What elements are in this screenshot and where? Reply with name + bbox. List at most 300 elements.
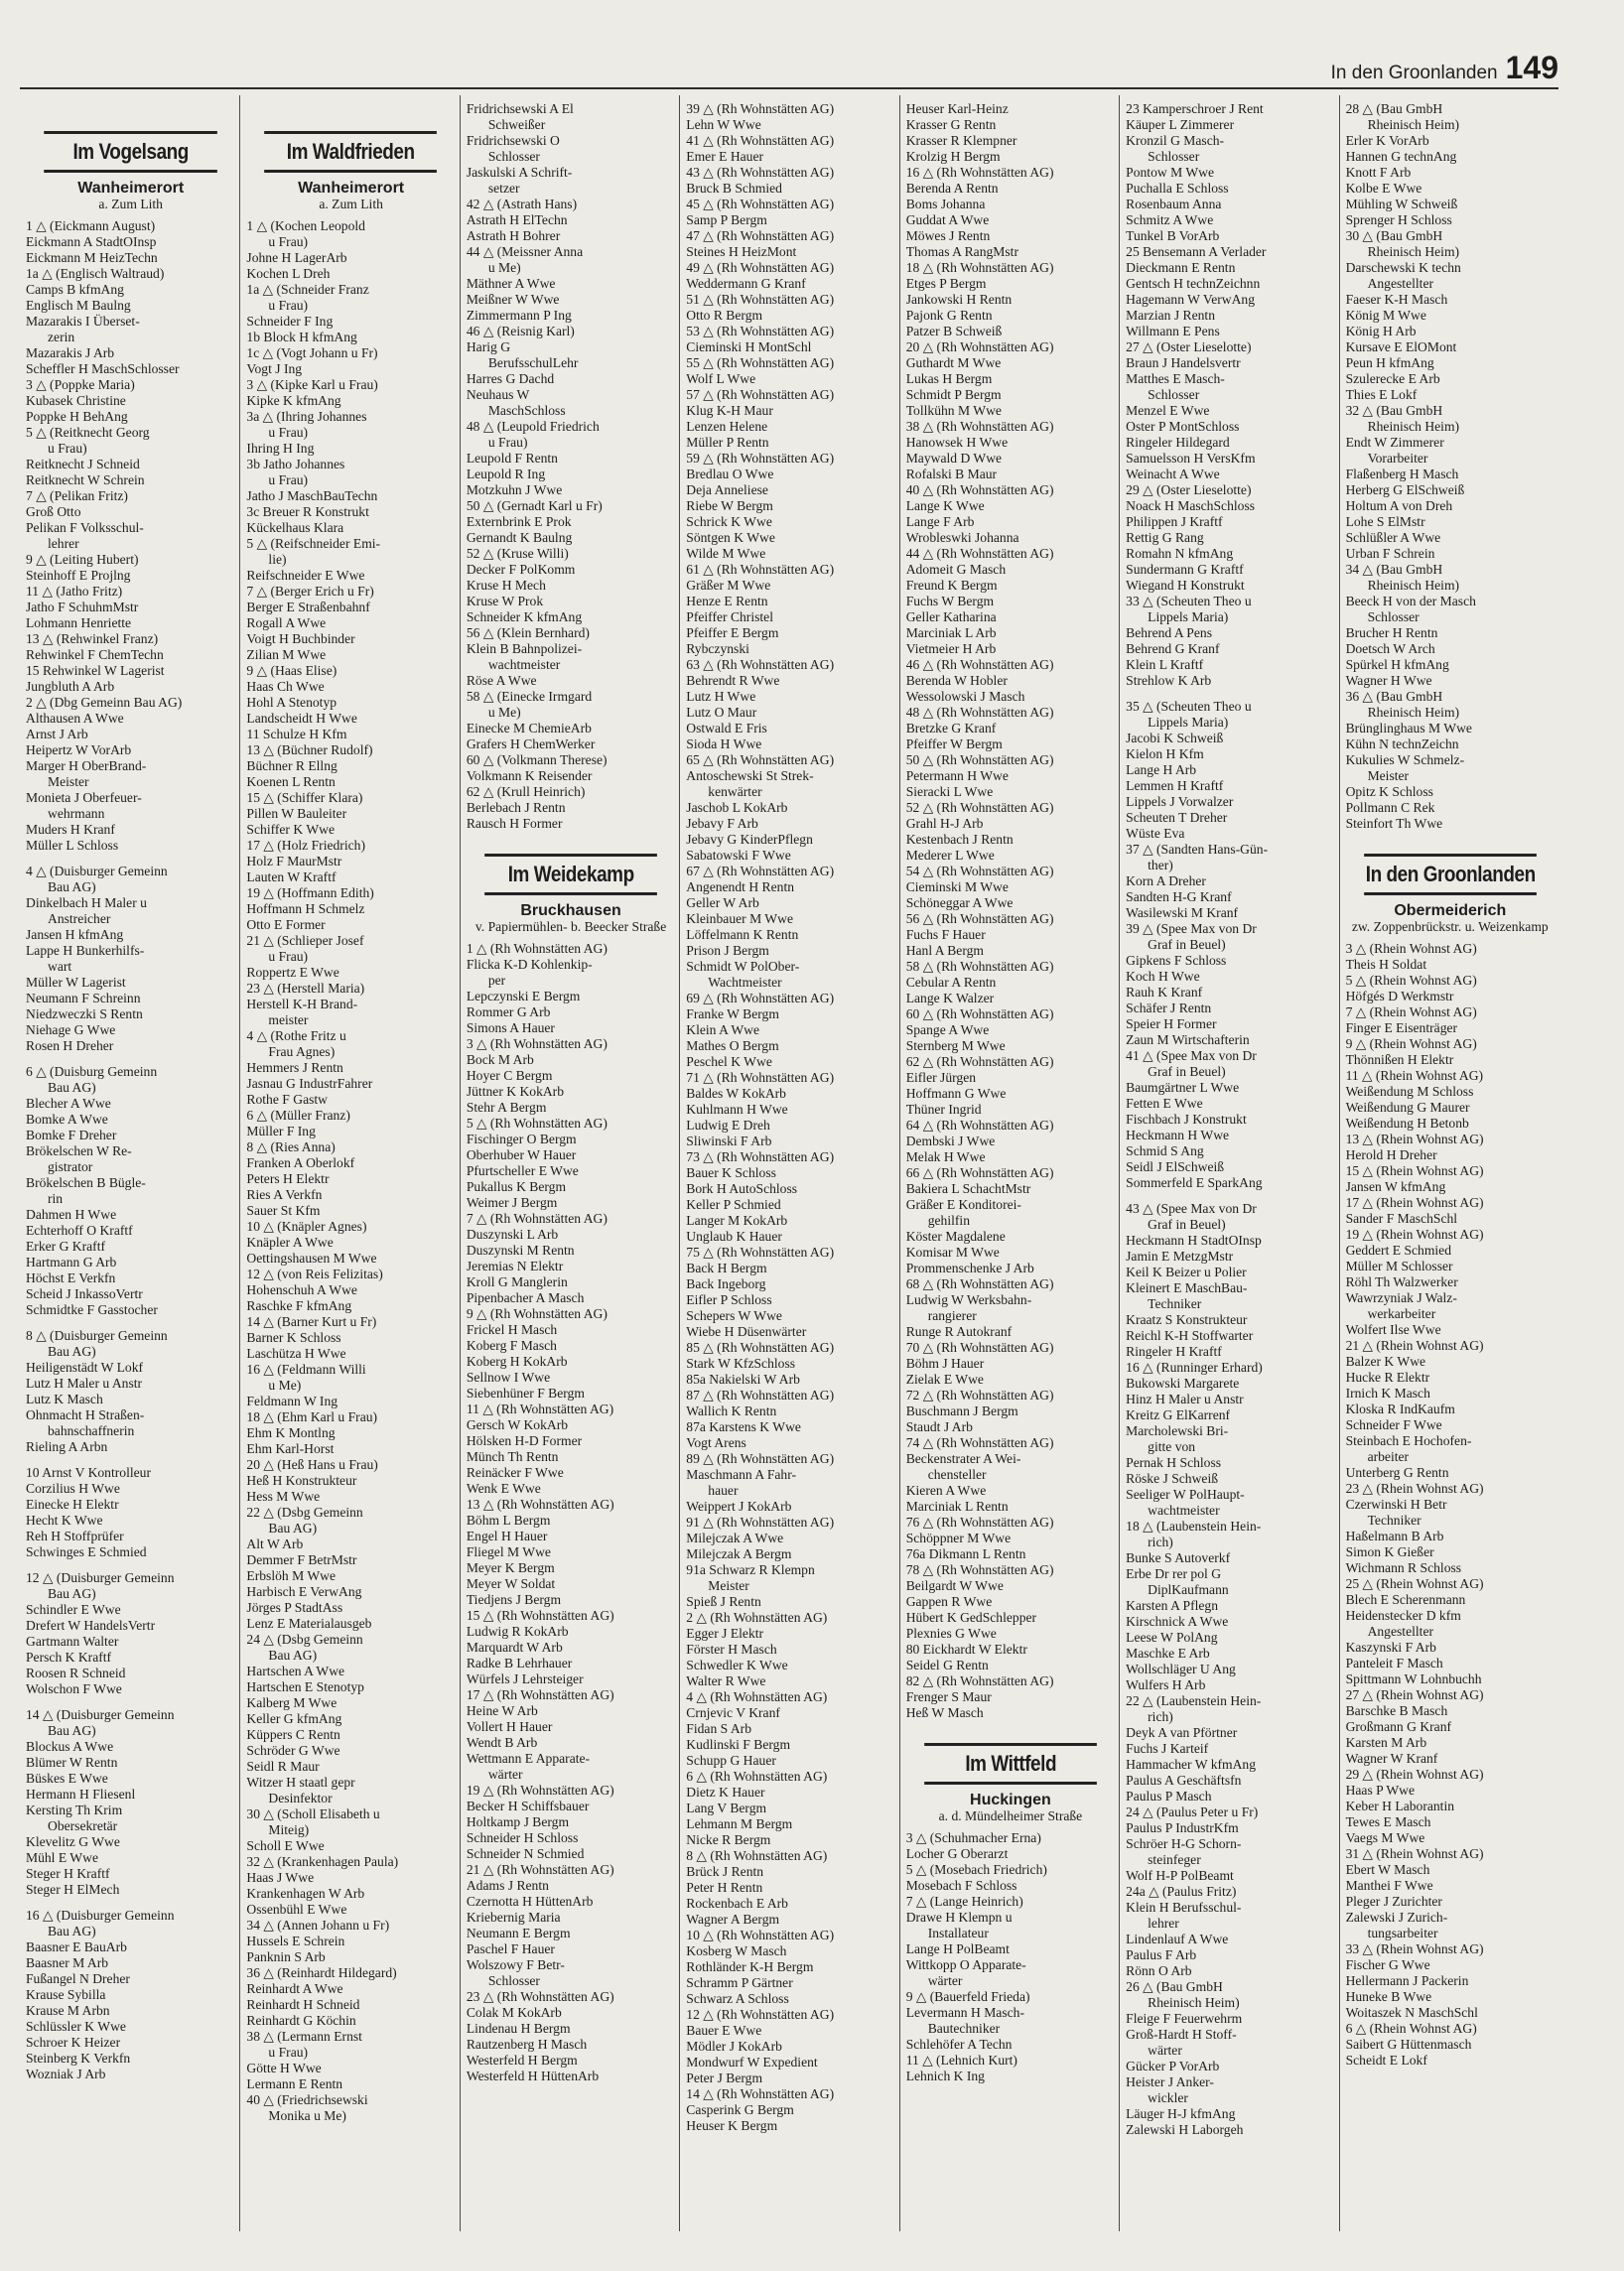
directory-entry: Götte H Wwe	[246, 2061, 322, 2075]
directory-entry: Söntgen K Wwe	[686, 530, 775, 545]
directory-entry: Engel H Hauer	[466, 1529, 548, 1543]
directory-entry: Ringeler Hildegard	[1126, 435, 1230, 450]
directory-entry: Fidan S Arb	[686, 1721, 751, 1736]
running-head	[1331, 50, 1558, 86]
directory-entry: Meyer W Soldat	[466, 1576, 556, 1591]
directory-entry: Pontow M Wwe	[1126, 165, 1215, 180]
directory-entry: Scheid J InkassoVertr	[26, 1286, 143, 1301]
directory-entry: Kestenbach J Rentn	[905, 832, 1014, 847]
directory-entry: Jörges P StadtAss	[246, 1600, 343, 1615]
directory-entry: 52 △ (Kruse Willi)	[466, 546, 569, 561]
directory-entry: Wallich K Rentn	[686, 1403, 777, 1418]
directory-entry: Leupold R Ing	[466, 467, 546, 481]
directory-entry: 4 △ (Rh Wohnstätten AG)	[686, 1689, 828, 1704]
directory-entry: Lippels Maria)	[1148, 715, 1229, 730]
directory-entry: Theis H Soldat	[1345, 957, 1427, 972]
directory-entry: 61 △ (Rh Wohnstätten AG)	[686, 562, 835, 577]
directory-entry: Rönn O Arb	[1126, 1963, 1192, 1978]
directory-entry: Jasnau G IndustrFahrer	[246, 1076, 373, 1091]
directory-entry: Feldmann W Ing	[246, 1394, 338, 1408]
directory-entry: Lukas H Bergm	[905, 371, 993, 386]
directory-entry: Dinkelbach H Maler u	[26, 895, 147, 910]
directory-entry: 58 △ (Rh Wohnstätten AG)	[905, 959, 1054, 974]
directory-entry: 55 △ (Rh Wohnstätten AG)	[686, 355, 835, 370]
directory-entry: Muders H Kranf	[26, 822, 115, 837]
directory-entry: Mühling W Schweiß	[1345, 197, 1458, 211]
directory-entry: 12 △ (Duisburger Gemeinn	[26, 1570, 175, 1585]
directory-entry: Erler K VorArb	[1345, 133, 1429, 148]
directory-entry: Schwarz A Schloss	[686, 1991, 789, 2006]
directory-entry: 76 △ (Rh Wohnstätten AG)	[905, 1515, 1054, 1530]
directory-entry: 10 △ (Rh Wohnstätten AG)	[686, 1928, 835, 1942]
directory-entry: Sauer St Kfm	[246, 1203, 321, 1218]
directory-entry: 35 △ (Scheuten Theo u	[1126, 699, 1252, 714]
directory-entry: Heß W Masch	[905, 1705, 984, 1720]
directory-entry: Rheinisch Heim)	[1367, 117, 1460, 132]
directory-entry: Pleger J Zurichter	[1345, 1894, 1442, 1909]
directory-entry: Balzer K Wwe	[1345, 1354, 1426, 1369]
directory-entry: Lindenlauf A Wwe	[1126, 1932, 1229, 1946]
directory-entry: wärter	[1148, 2043, 1182, 2058]
directory-entry: Steinhoff E Projlng	[26, 568, 131, 583]
directory-entry: 49 △ (Rh Wohnstätten AG)	[686, 260, 835, 275]
directory-entry: Panknin S Arb	[246, 1949, 326, 1964]
directory-entry: Korn A Dreher	[1126, 873, 1206, 888]
directory-entry: Emer E Hauer	[686, 149, 764, 164]
directory-entry: Thönnißen H Elektr	[1345, 1052, 1454, 1067]
directory-entry: Englisch M Baulng	[26, 298, 131, 313]
directory-entry: Strehlow K Arb	[1126, 673, 1212, 688]
directory-entry: Jacobi K Schweiß	[1126, 731, 1224, 745]
directory-entry: chensteller	[927, 1467, 987, 1482]
directory-entry: Paulus A Geschäftsfn	[1126, 1773, 1242, 1788]
directory-entry: zerin	[48, 330, 75, 344]
directory-entry: Pillen W Bauleiter	[246, 806, 347, 821]
directory-entry: Noack H MaschSchloss	[1126, 498, 1256, 513]
directory-entry: Volkmann K Reisender	[466, 768, 593, 783]
directory-entry: Finger E Eisenträger	[1345, 1020, 1458, 1035]
directory-entry: 3 △ (Rhein Wohnst AG)	[1345, 941, 1477, 956]
directory-entry: Etges P Bergm	[905, 276, 987, 291]
directory-entry: 50 △ (Rh Wohnstätten AG)	[905, 752, 1054, 767]
street-heading: Im Wittfeld	[924, 1743, 1097, 1785]
directory-entry: DiplKaufmann	[1148, 1582, 1229, 1597]
directory-entry: Henze E Rentn	[686, 594, 768, 608]
directory-entry: Spieß J Rentn	[686, 1594, 761, 1609]
directory-entry: Schweißer	[487, 117, 546, 132]
directory-entry: 46 △ (Reisnig Karl)	[466, 324, 575, 338]
directory-entry: 15 △ (Rhein Wohnst AG)	[1345, 1163, 1484, 1178]
directory-entry: Hermann H Fliesenl	[26, 1787, 136, 1802]
directory-entry: Arnst J Arb	[26, 727, 88, 741]
directory-entry: Komisar M Wwe	[905, 1245, 1000, 1260]
directory-entry: Patzer B Schweiß	[905, 324, 1003, 338]
directory-entry: Holtum A von Dreh	[1345, 498, 1453, 513]
directory-entry: 43 △ (Spee Max von Dr	[1126, 1201, 1257, 1216]
directory-entry: Scheffler H MaschSchlosser	[26, 361, 180, 376]
directory-entry: Schneider F Ing	[246, 314, 334, 329]
directory-entry: Krolzig H Bergm	[905, 149, 1001, 164]
directory-entry: Jungbluth A Arb	[26, 679, 115, 694]
directory-entry: 4 △ (Duisburger Gemeinn	[26, 864, 168, 878]
directory-entry: wärter	[487, 1767, 523, 1782]
directory-entry: Klein A Wwe	[686, 1022, 760, 1037]
directory-entry: Behrend A Pens	[1126, 625, 1212, 640]
directory-entry: 85 △ (Rh Wohnstätten AG)	[686, 1340, 835, 1355]
directory-entry: Barschke B Masch	[1345, 1703, 1448, 1718]
directory-entry: Gersch W KokArb	[466, 1417, 569, 1432]
directory-entry: 6 △ (Müller Franz)	[246, 1108, 350, 1123]
directory-entry: Behrendt R Wwe	[686, 673, 780, 688]
directory-entry: Melak H Wwe	[905, 1149, 986, 1164]
directory-entry: Ringeler H Kraftf	[1126, 1344, 1222, 1359]
directory-entry: Corzilius H Wwe	[26, 1481, 120, 1496]
directory-entry: Stark W KfzSchloss	[686, 1356, 796, 1371]
directory-entry: 44 △ (Meissner Anna	[466, 244, 584, 259]
directory-columns	[20, 95, 1558, 2231]
directory-entry: Wollschläger U Ang	[1126, 1662, 1236, 1676]
directory-entry: Roosen R Schneid	[26, 1666, 126, 1680]
directory-entry: Scholl E Wwe	[246, 1838, 325, 1853]
directory-entry: Laschütza H Wwe	[246, 1346, 346, 1361]
directory-entry: 48 △ (Leupold Friedrich	[466, 419, 600, 434]
directory-entry: 70 △ (Rh Wohnstätten AG)	[905, 1340, 1054, 1355]
directory-entry: Petermann H Wwe	[905, 768, 1009, 783]
directory-entry: 58 △ (Einecke Irmgard	[466, 689, 593, 704]
directory-entry: Sundermann G Kraftf	[1126, 562, 1244, 577]
directory-entry: 5 △ (Reifschneider Emi-	[246, 536, 381, 551]
directory-entry: Lippels J Vorwalzer	[1126, 794, 1234, 809]
directory-entry: Flicka K-D Kohlenkip-	[466, 957, 593, 972]
directory-entry: Heipertz W VorArb	[26, 742, 132, 757]
directory-entry: Saibert G Hüttenmasch	[1345, 2037, 1472, 2052]
directory-entry: Ludwig W Werksbahn-	[905, 1292, 1032, 1307]
directory-entry: Fridrichsewski A El	[466, 101, 574, 116]
street-heading: Im Vogelsang	[44, 131, 217, 173]
directory-entry: 10 Arnst V Kontrolleur	[26, 1465, 151, 1480]
directory-entry: Reitknecht J Schneid	[26, 457, 140, 471]
directory-entry: 13 △ (Rhein Wohnst AG)	[1345, 1132, 1484, 1146]
directory-entry: Drefert W HandelsVertr	[26, 1618, 156, 1633]
directory-entry: Kückelhaus Klara	[246, 520, 344, 535]
directory-entry: Flaßenberg H Masch	[1345, 467, 1459, 481]
directory-entry: setzer	[487, 181, 520, 196]
directory-entry: u Frau)	[487, 435, 528, 450]
directory-entry: 11 △ (Rh Wohnstätten AG)	[466, 1402, 614, 1416]
directory-entry: 2 △ (Dbg Gemeinn Bau AG)	[26, 695, 183, 710]
directory-entry: Fetten E Wwe	[1126, 1096, 1203, 1111]
directory-entry: Brucher H Rentn	[1345, 625, 1438, 640]
directory-entry: 12 △ (Rh Wohnstätten AG)	[686, 2007, 835, 2022]
directory-entry: Landscheidt H Wwe	[246, 711, 357, 726]
directory-entry: Oberhuber W Hauer	[466, 1147, 577, 1162]
directory-entry: Zimmermann P Ing	[466, 308, 572, 323]
directory-entry: Fuchs W Bergm	[905, 594, 995, 608]
directory-entry: Hanl A Bergm	[905, 943, 984, 958]
directory-entry: Schlosser	[1148, 149, 1200, 164]
directory-entry: Ebert W Masch	[1345, 1862, 1430, 1877]
directory-entry: Witzer H staatl gepr	[246, 1775, 355, 1790]
directory-entry: Rausch H Former	[466, 816, 563, 831]
directory-entry: Dembski J Wwe	[905, 1134, 996, 1148]
directory-entry: Pernak H Schloss	[1126, 1455, 1222, 1470]
directory-entry: Wolf L Wwe	[686, 371, 756, 386]
directory-entry: Crnjevic V Kranf	[686, 1705, 780, 1720]
directory-entry: 68 △ (Rh Wohnstätten AG)	[905, 1276, 1054, 1291]
directory-entry: 3b Jatho Johannes	[246, 457, 345, 471]
directory-entry: Buschmann J Bergm	[905, 1403, 1018, 1418]
directory-entry: Milejczak A Bergm	[686, 1546, 792, 1561]
directory-entry: 48 △ (Rh Wohnstätten AG)	[905, 705, 1054, 720]
directory-entry: Hannen G technAng	[1345, 149, 1457, 164]
district-name: Huckingen	[970, 1792, 1051, 1808]
directory-entry: Mazarakis I Überset-	[26, 314, 140, 329]
directory-entry: Höchst E Verkfn	[26, 1270, 116, 1285]
directory-entry: u Frau)	[268, 472, 309, 487]
directory-entry: Peun H kfmAng	[1345, 355, 1434, 370]
directory-entry: Böhm L Bergm	[466, 1513, 551, 1528]
directory-entry: Jatho J MaschBauTechn	[246, 488, 378, 503]
directory-entry: 37 △ (Sandten Hans-Gün-	[1126, 842, 1269, 857]
directory-entry: u Frau)	[268, 949, 309, 964]
directory-entry: Willmann E Pens	[1126, 324, 1220, 338]
directory-entry: Klevelitz G Wwe	[26, 1834, 120, 1849]
directory-entry: Lippels Maria)	[1148, 609, 1229, 624]
directory-entry: Kraatz S Konstrukteur	[1126, 1312, 1248, 1327]
directory-entry: 33 △ (Scheuten Theo u	[1126, 594, 1252, 608]
directory-entry: Colak M KokArb	[466, 2005, 562, 2020]
directory-entry: Karsten M Arb	[1345, 1735, 1427, 1750]
directory-entry: Krasser R Klempner	[905, 133, 1017, 148]
directory-entry: Heiligenstädt W Lokf	[26, 1360, 144, 1375]
directory-entry: 25 Bensemann A Verlader	[1126, 244, 1267, 259]
directory-entry: Hoyer C Bergm	[466, 1068, 553, 1083]
directory-entry: wehrmann	[48, 806, 105, 821]
directory-entry: Schmidtke F Gasstocher	[26, 1302, 158, 1317]
directory-entry: 11 △ (Rhein Wohnst AG)	[1345, 1068, 1484, 1083]
directory-entry: Hoffmann H Schmelz	[246, 901, 365, 916]
directory-entry: Sieracki L Wwe	[905, 784, 994, 799]
directory-entry: 14 △ (Barner Kurt u Fr)	[246, 1314, 377, 1329]
directory-entry: Vietmeier H Arb	[905, 641, 997, 656]
directory-entry: Schneider N Schmied	[466, 1846, 585, 1861]
directory-entry: Techniker	[1148, 1296, 1202, 1311]
column-3	[460, 95, 679, 2231]
directory-entry: Pfeiffer Christel	[686, 609, 773, 624]
directory-entry: Hanowsek H Wwe	[905, 435, 1009, 450]
directory-entry: Thüner Ingrid	[905, 1102, 982, 1117]
directory-entry: Oster P MontSchloss	[1126, 419, 1240, 434]
directory-entry: Brünglinghaus M Wwe	[1345, 721, 1472, 735]
directory-entry: Gappen R Wwe	[905, 1594, 993, 1609]
directory-entry: Seeliger W PolHaupt-	[1126, 1487, 1245, 1502]
directory-entry: 23 △ (Rhein Wohnst AG)	[1345, 1481, 1484, 1496]
directory-entry: 43 △ (Rh Wohnstätten AG)	[686, 165, 835, 180]
directory-entry: Schlosser	[1367, 609, 1420, 624]
directory-entry: Knäpler A Wwe	[246, 1235, 334, 1250]
directory-entry: 7 △ (Lange Heinrich)	[905, 1894, 1023, 1909]
directory-entry: 7 △ (Rh Wohnstätten AG)	[466, 1211, 608, 1226]
directory-entry: Schramm P Gärtner	[686, 1975, 793, 1990]
directory-entry: Koberg H KokArb	[466, 1354, 568, 1369]
directory-entry: Tunkel B VorArb	[1126, 228, 1220, 243]
directory-entry: Hussels E Schrein	[246, 1934, 345, 1948]
directory-entry: Lutz H Maler u Anstr	[26, 1376, 143, 1391]
directory-entry: 6 △ (Rh Wohnstätten AG)	[686, 1769, 828, 1784]
directory-entry: Läuger H-J kfmAng	[1126, 2106, 1236, 2121]
street-location: a. Zum Lith	[98, 197, 163, 211]
directory-entry: 3 △ (Schuhmacher Erna)	[905, 1830, 1041, 1845]
directory-entry: Fischer G Wwe	[1345, 1957, 1430, 1972]
directory-entry: Hübert K GedSchlepper	[905, 1610, 1037, 1625]
directory-entry: Plexnies G Wwe	[905, 1626, 997, 1641]
directory-entry: Bau AG)	[268, 1648, 318, 1663]
directory-entry: u Frau)	[48, 441, 87, 456]
directory-entry: 1 △ (Kochen Leopold	[246, 218, 365, 233]
directory-entry: Heckmann H StadtOInsp	[1126, 1233, 1262, 1248]
directory-entry: Raschke F kfmAng	[246, 1298, 352, 1313]
directory-entry: Gräßer M Wwe	[686, 578, 771, 593]
directory-entry: 13 △ (Rehwinkel Franz)	[26, 631, 159, 646]
directory-entry: Blümer W Rentn	[26, 1755, 118, 1770]
directory-entry: Brück J Rentn	[686, 1864, 764, 1879]
directory-entry: Brökelschen B Bügle-	[26, 1175, 146, 1190]
directory-entry: Schmitz A Wwe	[1126, 212, 1214, 227]
directory-entry: 60 △ (Rh Wohnstätten AG)	[905, 1006, 1054, 1021]
district-name: Obermeiderich	[1394, 902, 1507, 919]
directory-entry: Oettingshausen M Wwe	[246, 1251, 377, 1266]
directory-entry: Bauer K Schloss	[686, 1165, 776, 1180]
directory-entry: Herstell K-H Brand-	[246, 997, 358, 1011]
directory-entry: Erker G Kraftf	[26, 1239, 106, 1254]
directory-entry: 87 △ (Rh Wohnstätten AG)	[686, 1388, 835, 1403]
directory-entry: Marzian J Rentn	[1126, 308, 1215, 323]
directory-entry: Externbrink E Prok	[466, 514, 572, 529]
directory-entry: 51 △ (Rh Wohnstätten AG)	[686, 292, 835, 307]
directory-entry: 17 △ (Rh Wohnstätten AG)	[466, 1687, 614, 1702]
directory-entry: u Me)	[268, 1378, 302, 1393]
directory-entry: Baldes W KokArb	[686, 1086, 786, 1101]
directory-entry: Cieminski M Wwe	[905, 879, 1009, 894]
directory-entry: Küppers C Rentn	[246, 1727, 340, 1742]
directory-entry: 9 △ (Bauerfeld Frieda)	[905, 1989, 1030, 2004]
directory-entry: Heuser K Bergm	[686, 2118, 778, 2133]
directory-entry: Schlüssler K Wwe	[26, 2019, 126, 2034]
directory-entry: Freund K Bergm	[905, 578, 998, 593]
directory-entry: Heuser Karl-Heinz	[905, 101, 1009, 116]
directory-entry: Franke W Bergm	[686, 1006, 779, 1021]
directory-entry: 13 △ (Rh Wohnstätten AG)	[466, 1497, 614, 1512]
directory-entry: Angenendt H Rentn	[686, 879, 795, 894]
directory-entry: Back Ingeborg	[686, 1276, 766, 1291]
directory-entry: 15 △ (Schiffer Klara)	[246, 790, 363, 805]
directory-entry: Niehage G Wwe	[26, 1022, 116, 1037]
directory-entry: Hess M Wwe	[246, 1489, 321, 1504]
directory-entry: Kronzil G Masch-	[1126, 133, 1225, 148]
directory-entry: 54 △ (Rh Wohnstätten AG)	[905, 864, 1054, 878]
directory-entry: Prommenschenke J Arb	[905, 1261, 1034, 1275]
directory-entry: Frenger S Maur	[905, 1689, 992, 1704]
directory-entry: 66 △ (Rh Wohnstätten AG)	[905, 1165, 1054, 1180]
directory-entry: 62 △ (Rh Wohnstätten AG)	[905, 1054, 1054, 1069]
directory-entry: Doetsch W Arch	[1345, 641, 1435, 656]
directory-entry: 7 △ (Pelikan Fritz)	[26, 488, 128, 503]
directory-entry: ther)	[1148, 858, 1173, 872]
directory-entry: Blecher A Wwe	[26, 1096, 111, 1111]
directory-entry: Rehwinkel F ChemTechn	[26, 647, 164, 662]
directory-entry: Westerfeld H HüttenArb	[466, 2069, 600, 2083]
directory-entry: Bau AG)	[48, 1080, 96, 1095]
directory-entry: Astrath H Bohrer	[466, 228, 561, 243]
directory-entry: Heß H Konstrukteur	[246, 1473, 357, 1488]
directory-entry: Stehr A Bergm	[466, 1100, 547, 1115]
directory-entry: u Frau)	[268, 234, 309, 249]
directory-entry: 20 △ (Heß Hans u Frau)	[246, 1457, 378, 1472]
directory-entry: Scheuten T Dreher	[1126, 810, 1228, 825]
directory-entry: Paulus F Arb	[1126, 1947, 1197, 1962]
directory-entry: Rogall A Wwe	[246, 615, 327, 630]
directory-entry: Milejczak A Wwe	[686, 1531, 784, 1545]
directory-entry: Grahl H-J Arb	[905, 816, 984, 831]
directory-entry: Schneider F Wwe	[1345, 1417, 1442, 1432]
directory-entry: Deja Anneliese	[686, 482, 768, 497]
directory-entry: Bau AG)	[48, 1344, 96, 1359]
directory-entry: Rothe F Gastw	[246, 1092, 328, 1107]
directory-entry: Eifler P Schloss	[686, 1292, 772, 1307]
directory-entry: Büchner R Ellng	[246, 758, 338, 773]
directory-entry: Kochen L Dreh	[246, 266, 331, 281]
directory-entry: Johne H LagerArb	[246, 250, 347, 265]
directory-entry: Sprenger H Schloss	[1345, 212, 1452, 227]
directory-entry: Schepers W Wwe	[686, 1308, 782, 1323]
directory-entry: Schneider K kfmAng	[466, 609, 583, 624]
directory-entry: Langer M KokArb	[686, 1213, 788, 1228]
directory-entry: Rauh K Kranf	[1126, 985, 1203, 1000]
directory-entry: Klein H Berufsschul-	[1126, 1900, 1242, 1915]
directory-entry: Fliegel M Wwe	[466, 1544, 551, 1559]
directory-entry: 18 △ (Ehm Karl u Frau)	[246, 1409, 378, 1424]
directory-entry: Schindler E Wwe	[26, 1602, 121, 1617]
directory-entry: Schäfer J Rentn	[1126, 1001, 1212, 1015]
directory-entry: Gräßer E Konditorei-	[905, 1197, 1021, 1212]
directory-entry: Tiedjens J Bergm	[466, 1592, 562, 1607]
directory-entry: Obersekretär	[48, 1818, 118, 1833]
directory-entry: Jaskulski A Schrift-	[466, 165, 573, 180]
directory-entry: Duszynski M Rentn	[466, 1243, 575, 1258]
directory-entry: Steinberg K Verkfn	[26, 2051, 131, 2066]
directory-entry: Samuelsson H VersKfm	[1126, 451, 1256, 466]
directory-entry: Siebenhüner F Bergm	[466, 1386, 585, 1401]
directory-entry: Weißendung M Schloss	[1345, 1084, 1474, 1099]
directory-entry: Geddert E Schmied	[1345, 1243, 1452, 1258]
directory-entry: arbeiter	[1367, 1449, 1410, 1464]
directory-entry: Mäthner A Wwe	[466, 276, 556, 291]
directory-entry: 67 △ (Rh Wohnstätten AG)	[686, 864, 835, 878]
directory-entry: u Me)	[487, 260, 521, 275]
directory-entry: Graf in Beuel)	[1148, 1064, 1226, 1079]
directory-entry: Würfels J Lehrsteiger	[466, 1671, 584, 1686]
directory-entry: Jansen H kfmAng	[26, 927, 124, 942]
directory-entry: Guthardt M Wwe	[905, 355, 1002, 370]
directory-entry: Erbslöh M Wwe	[246, 1568, 337, 1583]
directory-entry: Camps B kfmAng	[26, 282, 124, 297]
directory-entry: 19 △ (Rh Wohnstätten AG)	[466, 1783, 614, 1798]
directory-entry: Adomeit G Masch	[905, 562, 1007, 577]
directory-entry: Kukulies W Schmelz-	[1345, 752, 1465, 767]
directory-entry: 44 △ (Rh Wohnstätten AG)	[905, 546, 1054, 561]
directory-entry: Ludwig E Dreh	[686, 1118, 770, 1133]
directory-entry: 22 △ (Dsbg Gemeinn	[246, 1505, 363, 1520]
